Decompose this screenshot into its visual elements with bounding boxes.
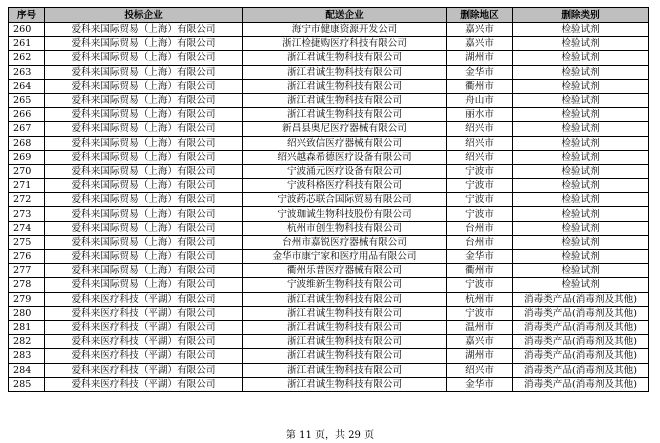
table-header-row xyxy=(9,8,649,23)
cell-index: 277 xyxy=(9,264,45,278)
table-body xyxy=(9,23,649,392)
cell-distributor: 浙江君诚生物科技有限公司 xyxy=(243,349,447,363)
table-row xyxy=(9,37,649,51)
cell-region: 丽水市 xyxy=(447,108,513,122)
table-row xyxy=(9,250,649,264)
cell-category: 检验试剂 xyxy=(513,79,649,93)
table-row xyxy=(9,108,649,122)
cell-bidder: 爱科来医疗科技（平湖）有限公司 xyxy=(45,306,243,320)
cell-bidder: 爱科来国际贸易（上海）有限公司 xyxy=(45,122,243,136)
cell-index: 273 xyxy=(9,207,45,221)
cell-index: 283 xyxy=(9,349,45,363)
cell-region: 绍兴市 xyxy=(447,150,513,164)
cell-region: 台州市 xyxy=(447,235,513,249)
cell-bidder: 爱科来医疗科技（平湖）有限公司 xyxy=(45,363,243,377)
cell-category: 检验试剂 xyxy=(513,108,649,122)
cell-index: 278 xyxy=(9,278,45,292)
cell-bidder: 爱科来国际贸易（上海）有限公司 xyxy=(45,37,243,51)
header-region: 删除地区 xyxy=(447,8,513,23)
cell-region: 嘉兴市 xyxy=(447,37,513,51)
cell-category: 检验试剂 xyxy=(513,23,649,37)
cell-bidder: 爱科来国际贸易（上海）有限公司 xyxy=(45,207,243,221)
cell-index: 276 xyxy=(9,250,45,264)
cell-bidder: 爱科来国际贸易（上海）有限公司 xyxy=(45,51,243,65)
cell-index: 267 xyxy=(9,122,45,136)
cell-index: 263 xyxy=(9,65,45,79)
table-row xyxy=(9,377,649,391)
cell-category: 消毒类产品(消毒剂及其他) xyxy=(513,306,649,320)
table-row xyxy=(9,23,649,37)
table-row xyxy=(9,93,649,107)
cell-distributor: 浙江君诚生物科技有限公司 xyxy=(243,377,447,391)
cell-bidder: 爱科来国际贸易（上海）有限公司 xyxy=(45,193,243,207)
cell-bidder: 爱科来国际贸易（上海）有限公司 xyxy=(45,79,243,93)
cell-bidder: 爱科来国际贸易（上海）有限公司 xyxy=(45,221,243,235)
cell-bidder: 爱科来国际贸易（上海）有限公司 xyxy=(45,164,243,178)
cell-category: 检验试剂 xyxy=(513,179,649,193)
cell-bidder: 爱科来医疗科技（平湖）有限公司 xyxy=(45,335,243,349)
cell-region: 宁波市 xyxy=(447,306,513,320)
cell-index: 280 xyxy=(9,306,45,320)
cell-region: 台州市 xyxy=(447,221,513,235)
cell-category: 检验试剂 xyxy=(513,136,649,150)
cell-category: 检验试剂 xyxy=(513,207,649,221)
cell-distributor: 浙江君诚生物科技有限公司 xyxy=(243,79,447,93)
cell-bidder: 爱科来医疗科技（平湖）有限公司 xyxy=(45,292,243,306)
cell-region: 金华市 xyxy=(447,250,513,264)
cell-category: 检验试剂 xyxy=(513,264,649,278)
table-row xyxy=(9,65,649,79)
cell-distributor: 浙江君诚生物科技有限公司 xyxy=(243,363,447,377)
table-row xyxy=(9,292,649,306)
cell-region: 绍兴市 xyxy=(447,136,513,150)
cell-index: 270 xyxy=(9,164,45,178)
cell-index: 260 xyxy=(9,23,45,37)
table-row xyxy=(9,320,649,334)
cell-index: 262 xyxy=(9,51,45,65)
cell-region: 宁波市 xyxy=(447,179,513,193)
table-row xyxy=(9,221,649,235)
cell-index: 272 xyxy=(9,193,45,207)
cell-region: 绍兴市 xyxy=(447,122,513,136)
cell-index: 275 xyxy=(9,235,45,249)
table-row xyxy=(9,122,649,136)
cell-category: 检验试剂 xyxy=(513,37,649,51)
cell-bidder: 爱科来医疗科技（平湖）有限公司 xyxy=(45,320,243,334)
cell-distributor: 衢州乐普医疗器械有限公司 xyxy=(243,264,447,278)
cell-category: 检验试剂 xyxy=(513,164,649,178)
cell-distributor: 浙江君诚生物科技有限公司 xyxy=(243,93,447,107)
cell-index: 261 xyxy=(9,37,45,51)
cell-region: 绍兴市 xyxy=(447,363,513,377)
cell-index: 271 xyxy=(9,179,45,193)
table-row xyxy=(9,235,649,249)
cell-index: 281 xyxy=(9,320,45,334)
table-row xyxy=(9,79,649,93)
cell-distributor: 海宁市健康资源开发公司 xyxy=(243,23,447,37)
cell-region: 宁波市 xyxy=(447,164,513,178)
table-row xyxy=(9,136,649,150)
cell-region: 湖州市 xyxy=(447,349,513,363)
cell-category: 检验试剂 xyxy=(513,193,649,207)
table-row xyxy=(9,179,649,193)
table-row xyxy=(9,363,649,377)
cell-category: 检验试剂 xyxy=(513,221,649,235)
table-row xyxy=(9,150,649,164)
page-footer: 第 11 页，共 29 页 xyxy=(285,430,375,441)
cell-category: 消毒类产品(消毒剂及其他) xyxy=(513,292,649,306)
cell-category: 检验试剂 xyxy=(513,235,649,249)
cell-bidder: 爱科来国际贸易（上海）有限公司 xyxy=(45,250,243,264)
cell-distributor: 金华市康宁家和医疗用品有限公司 xyxy=(243,250,447,264)
deletion-table xyxy=(8,7,649,392)
cell-distributor: 宁波维新生物科技有限公司 xyxy=(243,278,447,292)
table-row xyxy=(9,278,649,292)
cell-category: 检验试剂 xyxy=(513,51,649,65)
table-row xyxy=(9,264,649,278)
cell-region: 杭州市 xyxy=(447,292,513,306)
cell-bidder: 爱科来国际贸易（上海）有限公司 xyxy=(45,235,243,249)
cell-region: 宁波市 xyxy=(447,278,513,292)
table-row xyxy=(9,207,649,221)
cell-region: 舟山市 xyxy=(447,93,513,107)
cell-distributor: 浙江君诚生物科技有限公司 xyxy=(243,65,447,79)
cell-distributor: 宁波药芯联合国际贸易有限公司 xyxy=(243,193,447,207)
cell-region: 嘉兴市 xyxy=(447,23,513,37)
cell-index: 268 xyxy=(9,136,45,150)
cell-region: 温州市 xyxy=(447,320,513,334)
cell-index: 269 xyxy=(9,150,45,164)
cell-region: 嘉兴市 xyxy=(447,335,513,349)
cell-category: 检验试剂 xyxy=(513,122,649,136)
cell-index: 285 xyxy=(9,377,45,391)
cell-bidder: 爱科来国际贸易（上海）有限公司 xyxy=(45,23,243,37)
header-category: 删除类别 xyxy=(513,8,649,23)
cell-distributor: 新昌县奥尼医疗器械有限公司 xyxy=(243,122,447,136)
cell-distributor: 绍兴致信医疗器械有限公司 xyxy=(243,136,447,150)
cell-index: 266 xyxy=(9,108,45,122)
cell-region: 宁波市 xyxy=(447,193,513,207)
cell-bidder: 爱科来国际贸易（上海）有限公司 xyxy=(45,136,243,150)
cell-bidder: 爱科来国际贸易（上海）有限公司 xyxy=(45,93,243,107)
cell-distributor: 宁波珈诚生物科技股份有限公司 xyxy=(243,207,447,221)
cell-index: 265 xyxy=(9,93,45,107)
header-index: 序号 xyxy=(9,8,45,23)
cell-distributor: 浙江君诚生物科技有限公司 xyxy=(243,306,447,320)
cell-distributor: 宁波科格医疗科技有限公司 xyxy=(243,179,447,193)
cell-category: 检验试剂 xyxy=(513,278,649,292)
cell-bidder: 爱科来医疗科技（平湖）有限公司 xyxy=(45,377,243,391)
cell-distributor: 浙江检捷购医疗科技有限公司 xyxy=(243,37,447,51)
table-row xyxy=(9,349,649,363)
table-row xyxy=(9,164,649,178)
cell-bidder: 爱科来医疗科技（平湖）有限公司 xyxy=(45,349,243,363)
cell-region: 衢州市 xyxy=(447,79,513,93)
cell-region: 金华市 xyxy=(447,377,513,391)
cell-distributor: 绍兴越森希德医疗设备有限公司 xyxy=(243,150,447,164)
cell-index: 282 xyxy=(9,335,45,349)
cell-distributor: 浙江君诚生物科技有限公司 xyxy=(243,292,447,306)
table-row xyxy=(9,335,649,349)
cell-category: 检验试剂 xyxy=(513,93,649,107)
cell-category: 消毒类产品(消毒剂及其他) xyxy=(513,363,649,377)
cell-distributor: 浙江君诚生物科技有限公司 xyxy=(243,51,447,65)
cell-index: 264 xyxy=(9,79,45,93)
cell-category: 消毒类产品(消毒剂及其他) xyxy=(513,320,649,334)
cell-category: 消毒类产品(消毒剂及其他) xyxy=(513,349,649,363)
cell-category: 检验试剂 xyxy=(513,65,649,79)
cell-bidder: 爱科来国际贸易（上海）有限公司 xyxy=(45,278,243,292)
cell-category: 检验试剂 xyxy=(513,250,649,264)
cell-bidder: 爱科来国际贸易（上海）有限公司 xyxy=(45,65,243,79)
cell-region: 宁波市 xyxy=(447,207,513,221)
cell-distributor: 浙江君诚生物科技有限公司 xyxy=(243,108,447,122)
cell-region: 湖州市 xyxy=(447,51,513,65)
cell-distributor: 台州市嘉锐医疗器械有限公司 xyxy=(243,235,447,249)
cell-region: 金华市 xyxy=(447,65,513,79)
cell-distributor: 杭州市创生物科技有限公司 xyxy=(243,221,447,235)
cell-bidder: 爱科来国际贸易（上海）有限公司 xyxy=(45,179,243,193)
cell-bidder: 爱科来国际贸易（上海）有限公司 xyxy=(45,264,243,278)
cell-bidder: 爱科来国际贸易（上海）有限公司 xyxy=(45,108,243,122)
cell-distributor: 宁波涌元医疗设备有限公司 xyxy=(243,164,447,178)
cell-distributor: 浙江君诚生物科技有限公司 xyxy=(243,335,447,349)
header-bidder: 投标企业 xyxy=(45,8,243,23)
cell-bidder: 爱科来国际贸易（上海）有限公司 xyxy=(45,150,243,164)
cell-category: 消毒类产品(消毒剂及其他) xyxy=(513,377,649,391)
table-row xyxy=(9,51,649,65)
cell-category: 检验试剂 xyxy=(513,150,649,164)
header-distributor: 配送企业 xyxy=(243,8,447,23)
cell-distributor: 浙江君诚生物科技有限公司 xyxy=(243,320,447,334)
cell-index: 284 xyxy=(9,363,45,377)
cell-region: 衢州市 xyxy=(447,264,513,278)
cell-index: 279 xyxy=(9,292,45,306)
cell-index: 274 xyxy=(9,221,45,235)
cell-category: 消毒类产品(消毒剂及其他) xyxy=(513,335,649,349)
table-row xyxy=(9,193,649,207)
table-row xyxy=(9,306,649,320)
